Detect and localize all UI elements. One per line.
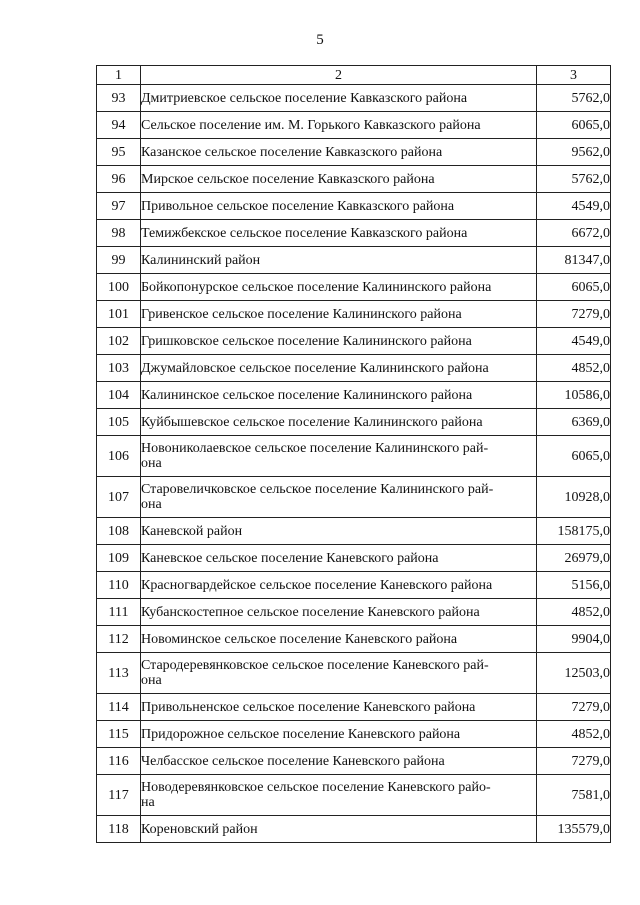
row-number: 108	[97, 518, 141, 545]
row-number: 99	[97, 247, 141, 274]
settlement-name: Кубанскостепное сельское поселение Каневского района	[141, 599, 537, 626]
settlement-name: Гривенское сельское поселение Калининского района	[141, 301, 537, 328]
row-number: 95	[97, 139, 141, 166]
amount-value: 158175,0	[537, 518, 611, 545]
table-row	[97, 436, 611, 477]
amount-value: 4549,0	[537, 328, 611, 355]
allocation-table	[96, 65, 611, 843]
amount-value: 9562,0	[537, 139, 611, 166]
header-col-number: 1	[97, 66, 141, 85]
row-number: 100	[97, 274, 141, 301]
amount-value: 9904,0	[537, 626, 611, 653]
settlement-name: Темижбекское сельское поселение Кавказского района	[141, 220, 537, 247]
table-row	[97, 775, 611, 816]
row-number: 93	[97, 85, 141, 112]
settlement-name: Придорожное сельское поселение Каневского района	[141, 721, 537, 748]
amount-value: 10928,0	[537, 477, 611, 518]
table-row	[97, 85, 611, 112]
amount-value: 6065,0	[537, 436, 611, 477]
settlement-name: Кореновский район	[141, 816, 537, 843]
settlement-name: Куйбышевское сельское поселение Калининского района	[141, 409, 537, 436]
amount-value: 12503,0	[537, 653, 611, 694]
amount-value: 5762,0	[537, 166, 611, 193]
header-col-name: 2	[141, 66, 537, 85]
row-number: 114	[97, 694, 141, 721]
amount-value: 4852,0	[537, 355, 611, 382]
amount-value: 4549,0	[537, 193, 611, 220]
table-row	[97, 166, 611, 193]
row-number: 109	[97, 545, 141, 572]
settlement-name: Бойкопонурское сельское поселение Калининского района	[141, 274, 537, 301]
settlement-name: Калининский район	[141, 247, 537, 274]
row-number: 118	[97, 816, 141, 843]
settlement-name: Красногвардейское сельское поселение Каневского района	[141, 572, 537, 599]
settlement-name: Каневское сельское поселение Каневского района	[141, 545, 537, 572]
row-number: 97	[97, 193, 141, 220]
table-row	[97, 328, 611, 355]
row-number: 113	[97, 653, 141, 694]
row-number: 96	[97, 166, 141, 193]
table-row	[97, 477, 611, 518]
settlement-name: Мирское сельское поселение Кавказского района	[141, 166, 537, 193]
table-row	[97, 139, 611, 166]
amount-value: 4852,0	[537, 721, 611, 748]
settlement-name: Калининское сельское поселение Калининского района	[141, 382, 537, 409]
amount-value: 7581,0	[537, 775, 611, 816]
row-number: 110	[97, 572, 141, 599]
table-row	[97, 112, 611, 139]
table-body	[97, 85, 611, 843]
settlement-name: Дмитриевское сельское поселение Кавказского района	[141, 85, 537, 112]
table-row	[97, 599, 611, 626]
settlement-name: Джумайловское сельское поселение Калининского района	[141, 355, 537, 382]
row-number: 111	[97, 599, 141, 626]
settlement-name: Привольное сельское поселение Кавказского района	[141, 193, 537, 220]
settlement-name: Стародеревянковское сельское поселение Каневского рай- она	[141, 653, 537, 694]
header-col-value: 3	[537, 66, 611, 85]
row-number: 117	[97, 775, 141, 816]
amount-value: 6065,0	[537, 112, 611, 139]
table-row	[97, 748, 611, 775]
row-number: 104	[97, 382, 141, 409]
settlement-name: Старовеличковское сельское поселение Калининского рай- она	[141, 477, 537, 518]
row-number: 102	[97, 328, 141, 355]
amount-value: 81347,0	[537, 247, 611, 274]
row-number: 103	[97, 355, 141, 382]
amount-value: 10586,0	[537, 382, 611, 409]
table-row	[97, 193, 611, 220]
amount-value: 7279,0	[537, 748, 611, 775]
table-row	[97, 653, 611, 694]
amount-value: 7279,0	[537, 301, 611, 328]
table-row	[97, 382, 611, 409]
amount-value: 26979,0	[537, 545, 611, 572]
table-row	[97, 721, 611, 748]
row-number: 105	[97, 409, 141, 436]
page-number: 5	[316, 32, 324, 48]
row-number: 101	[97, 301, 141, 328]
amount-value: 7279,0	[537, 694, 611, 721]
table-row	[97, 816, 611, 843]
row-number: 106	[97, 436, 141, 477]
row-number: 112	[97, 626, 141, 653]
settlement-name: Каневской район	[141, 518, 537, 545]
settlement-name: Гришковское сельское поселение Калининского района	[141, 328, 537, 355]
row-number: 115	[97, 721, 141, 748]
amount-value: 135579,0	[537, 816, 611, 843]
table-row	[97, 355, 611, 382]
amount-value: 6065,0	[537, 274, 611, 301]
table-row	[97, 518, 611, 545]
table-row	[97, 274, 611, 301]
settlement-name: Привольненское сельское поселение Каневского района	[141, 694, 537, 721]
row-number: 94	[97, 112, 141, 139]
header-row	[97, 66, 611, 85]
settlement-name: Казанское сельское поселение Кавказского района	[141, 139, 537, 166]
table-row	[97, 220, 611, 247]
amount-value: 6369,0	[537, 409, 611, 436]
amount-value: 6672,0	[537, 220, 611, 247]
table-row	[97, 301, 611, 328]
row-number: 98	[97, 220, 141, 247]
amount-value: 5156,0	[537, 572, 611, 599]
settlement-name: Новониколаевское сельское поселение Калининского рай- она	[141, 436, 537, 477]
row-number: 107	[97, 477, 141, 518]
settlement-name: Новодеревянковское сельское поселение Каневского райо- на	[141, 775, 537, 816]
table-row	[97, 409, 611, 436]
table-row	[97, 545, 611, 572]
settlement-name: Сельское поселение им. М. Горького Кавказского района	[141, 112, 537, 139]
table-row	[97, 247, 611, 274]
row-number: 116	[97, 748, 141, 775]
settlement-name: Челбасское сельское поселение Каневского района	[141, 748, 537, 775]
table-row	[97, 572, 611, 599]
amount-value: 4852,0	[537, 599, 611, 626]
settlement-name: Новоминское сельское поселение Каневского района	[141, 626, 537, 653]
amount-value: 5762,0	[537, 85, 611, 112]
table-row	[97, 694, 611, 721]
table-row	[97, 626, 611, 653]
